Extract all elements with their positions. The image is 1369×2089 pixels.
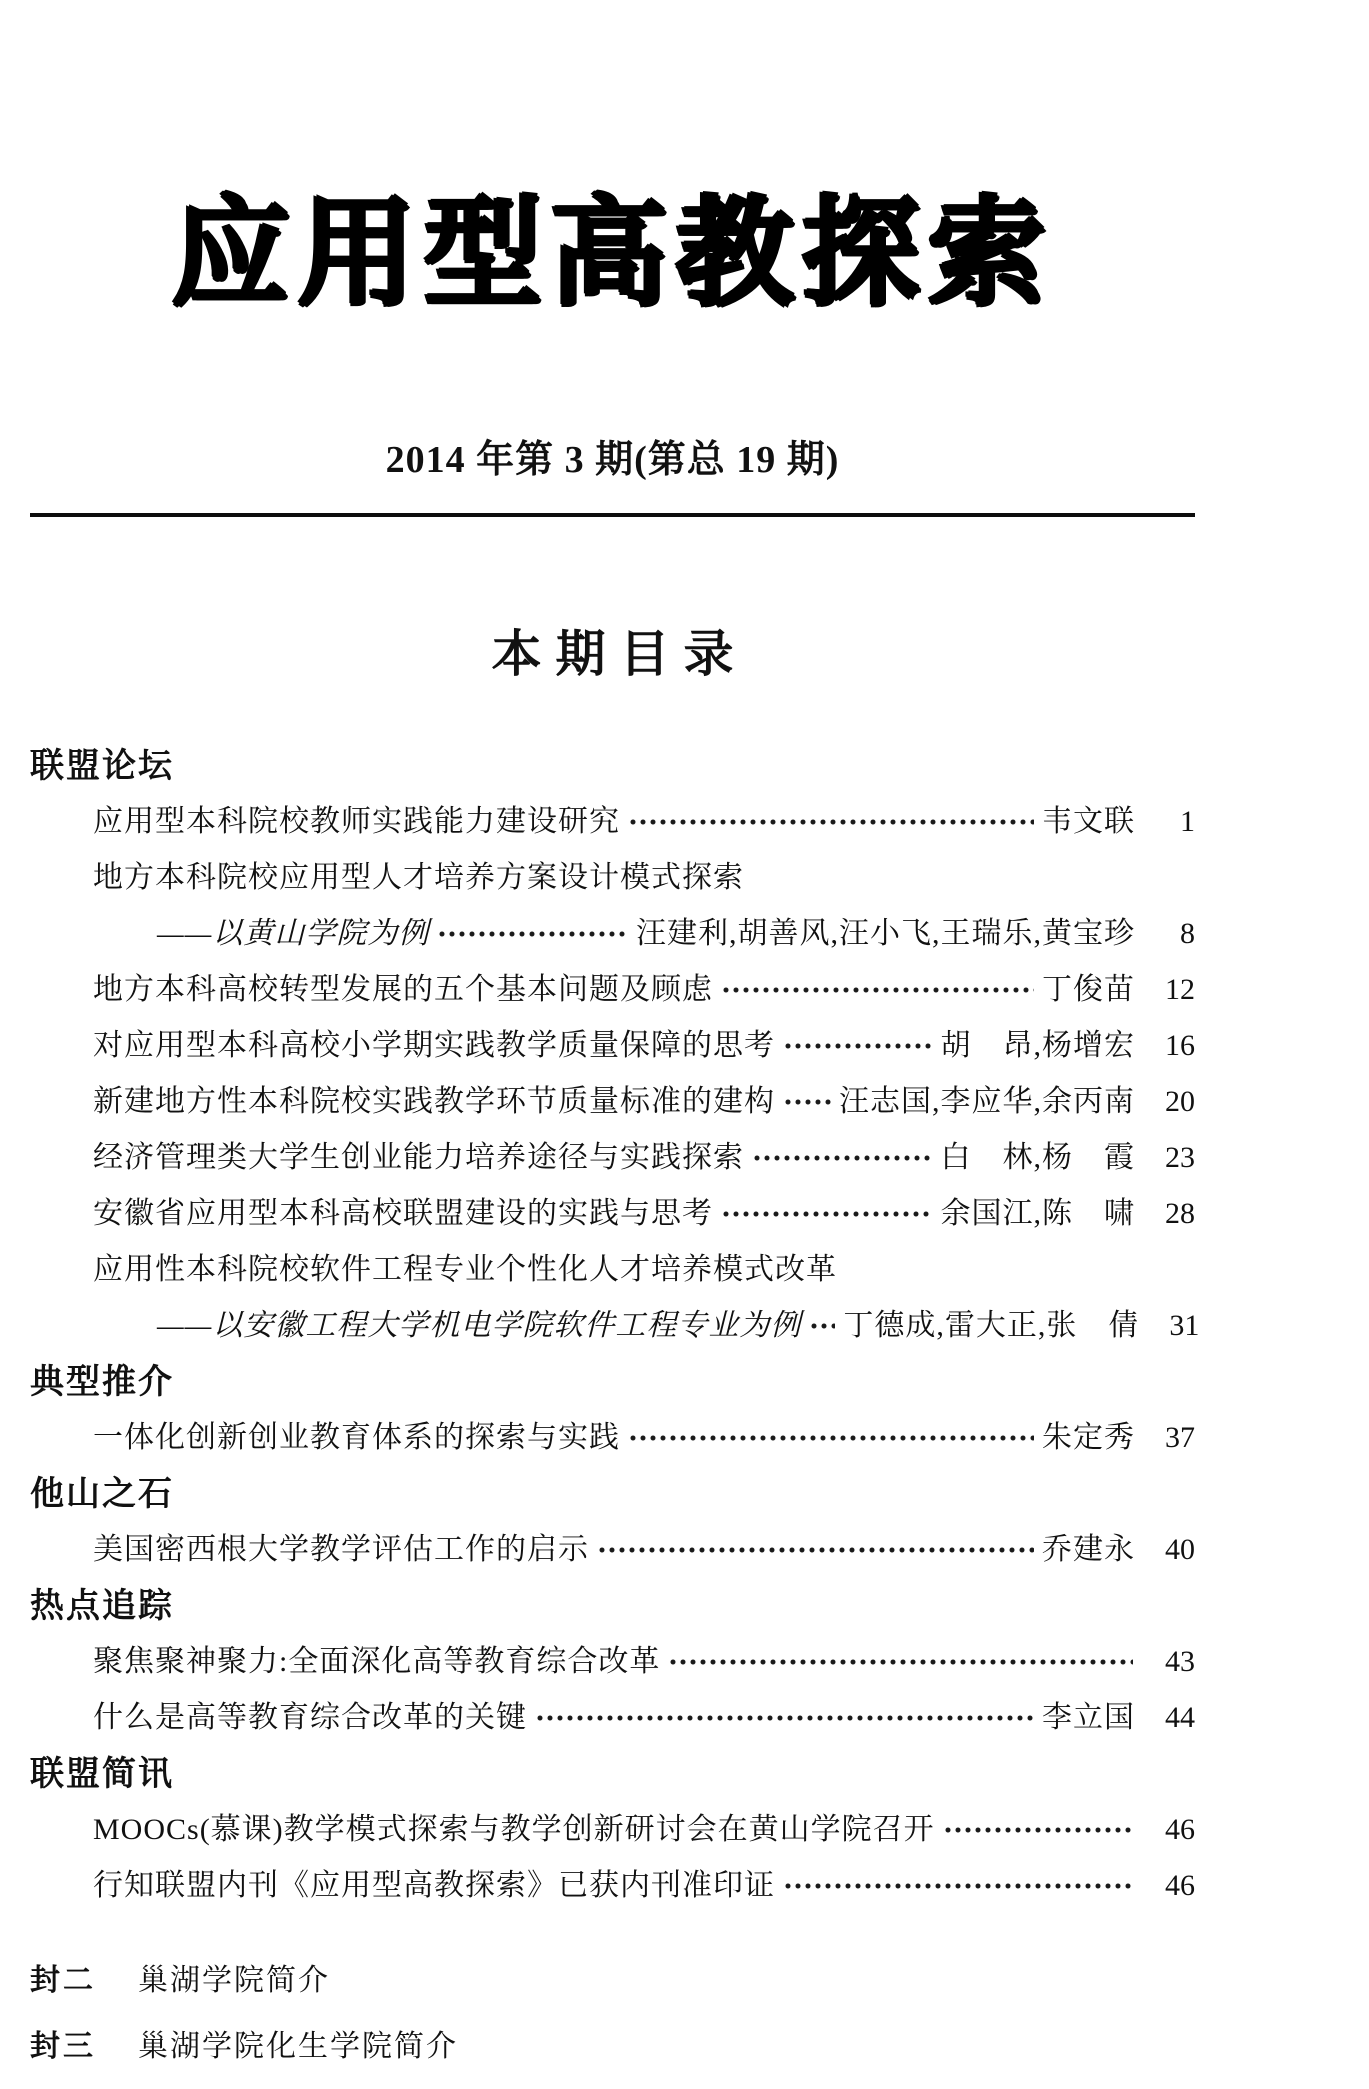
- entry-authors: 丁俊苗: [1042, 973, 1135, 1006]
- dot-leader: [941, 1802, 1133, 1858]
- dot-leader: [781, 1018, 933, 1074]
- entry-page-number: 44: [1165, 1701, 1195, 1734]
- entry-authors: 乔建永: [1042, 1533, 1135, 1566]
- toc-entry: [30, 1690, 1195, 1746]
- entry-title: ——以安徽工程大学机电学院软件工程专业为例: [157, 1309, 802, 1342]
- entry-authors: 白 林,杨 霞: [940, 1141, 1135, 1174]
- entry-page-number: 23: [1165, 1141, 1195, 1174]
- cover-label: 封二: [30, 1964, 96, 1997]
- dot-leader: [435, 906, 628, 962]
- cover-notes: [30, 1948, 1195, 2080]
- entry-authors: 朱定秀: [1042, 1421, 1135, 1454]
- entry-authors: 汪建利,胡善风,汪小飞,王瑞乐,黄宝珍: [636, 917, 1135, 950]
- dot-leader: [533, 1690, 1034, 1746]
- dot-leader: [750, 1130, 933, 1186]
- cover-note: [30, 1948, 1195, 2014]
- dot-leader: [807, 1298, 835, 1354]
- entry-page-number: 46: [1165, 1813, 1195, 1846]
- cover-text: 巢湖学院简介: [138, 1964, 330, 1997]
- entry-page-number: 40: [1165, 1533, 1195, 1566]
- entry-page-number: 31: [1169, 1309, 1200, 1342]
- entry-page-number: 43: [1165, 1645, 1195, 1678]
- toc-entry: [30, 1410, 1195, 1466]
- entry-title: ——以黄山学院为例: [157, 917, 430, 950]
- entry-page-number: 12: [1165, 973, 1195, 1006]
- entry-page-number: 16: [1165, 1029, 1195, 1062]
- entry-authors: 韦文联: [1042, 805, 1135, 838]
- entry-title: 聚焦聚神聚力:全面深化高等教育综合改革: [93, 1645, 661, 1678]
- toc-entry: [30, 1634, 1195, 1690]
- toc-entry: [30, 794, 1195, 850]
- dot-leader: [781, 1858, 1133, 1914]
- issue-line: 2014 年第 3 期(第总 19 期): [385, 439, 840, 481]
- toc-entry: [30, 1186, 1195, 1242]
- entry-authors: 胡 昂,杨增宏: [940, 1029, 1135, 1062]
- section-heading: 联盟简讯: [30, 1755, 174, 1793]
- entry-authors: 丁德成,雷大正,张 倩: [843, 1309, 1140, 1342]
- entry-title: 对应用型本科高校小学期实践教学质量保障的思考: [93, 1029, 775, 1062]
- toc-title: 本期目录: [491, 626, 748, 682]
- dot-leader: [781, 1074, 831, 1130]
- entry-page-number: 46: [1165, 1869, 1195, 1902]
- toc-entry: [30, 962, 1195, 1018]
- entry-page-number: 28: [1165, 1197, 1195, 1230]
- entry-title: 地方本科院校应用型人才培养方案设计模式探索: [93, 861, 744, 894]
- toc-entry: [30, 850, 1195, 906]
- entry-title: 新建地方性本科院校实践教学环节质量标准的建构: [93, 1085, 775, 1118]
- dot-leader: [719, 962, 1034, 1018]
- entry-title: 应用型本科院校教师实践能力建设研究: [93, 805, 620, 838]
- toc-entry: [30, 1858, 1195, 1914]
- entry-title: MOOCs(慕课)教学模式探索与教学创新研讨会在黄山学院召开: [93, 1813, 935, 1846]
- toc-entry: [30, 1018, 1195, 1074]
- dot-leader: [666, 1634, 1133, 1690]
- cover-text: 巢湖学院化生学院简介: [138, 2030, 458, 2063]
- section-heading: 典型推介: [30, 1363, 174, 1401]
- journal-logo: [30, 158, 1195, 385]
- page-content: [30, 158, 1200, 2080]
- toc-entry: [30, 1242, 1195, 1298]
- entry-authors: 李立国: [1042, 1701, 1135, 1734]
- toc-entry: [30, 906, 1195, 962]
- entry-page-number: 1: [1180, 805, 1195, 838]
- divider-rule: [30, 513, 1195, 517]
- entry-title: 应用性本科院校软件工程专业个性化人才培养模式改革: [93, 1253, 837, 1286]
- entry-page-number: 8: [1180, 917, 1195, 950]
- entry-title: 安徽省应用型本科高校联盟建设的实践与思考: [93, 1197, 713, 1230]
- entry-title: 行知联盟内刊《应用型高教探索》已获内刊准印证: [93, 1869, 775, 1902]
- journal-logo-text: 应用型高教探索: [171, 183, 1054, 322]
- dot-leader: [626, 794, 1034, 850]
- entry-title: 美国密西根大学教学评估工作的启示: [93, 1533, 589, 1566]
- section-heading: 联盟论坛: [30, 747, 174, 785]
- entry-title: 地方本科高校转型发展的五个基本问题及顾虑: [93, 973, 713, 1006]
- dot-leader: [595, 1522, 1034, 1578]
- entry-authors: 余国江,陈 啸: [940, 1197, 1135, 1230]
- entry-page-number: 37: [1165, 1421, 1195, 1454]
- dot-leader: [626, 1410, 1034, 1466]
- cover-label: 封三: [30, 2030, 96, 2063]
- section-heading: 他山之石: [30, 1475, 174, 1513]
- entry-page-number: 20: [1165, 1085, 1195, 1118]
- entry-title: 什么是高等教育综合改革的关键: [93, 1701, 527, 1734]
- entry-title: 一体化创新创业教育体系的探索与实践: [93, 1421, 620, 1454]
- toc-entry: [30, 1298, 1200, 1354]
- section-heading: 热点追踪: [30, 1587, 174, 1625]
- cover-note: [30, 2014, 1195, 2080]
- entry-authors: 汪志国,李应华,余丙南: [839, 1085, 1135, 1118]
- toc-sections: [30, 738, 1200, 1914]
- toc-entry: [30, 1522, 1195, 1578]
- toc-entry: [30, 1130, 1195, 1186]
- dot-leader: [719, 1186, 933, 1242]
- entry-title: 经济管理类大学生创业能力培养途径与实践探索: [93, 1141, 744, 1174]
- toc-entry: [30, 1074, 1195, 1130]
- toc-entry: [30, 1802, 1195, 1858]
